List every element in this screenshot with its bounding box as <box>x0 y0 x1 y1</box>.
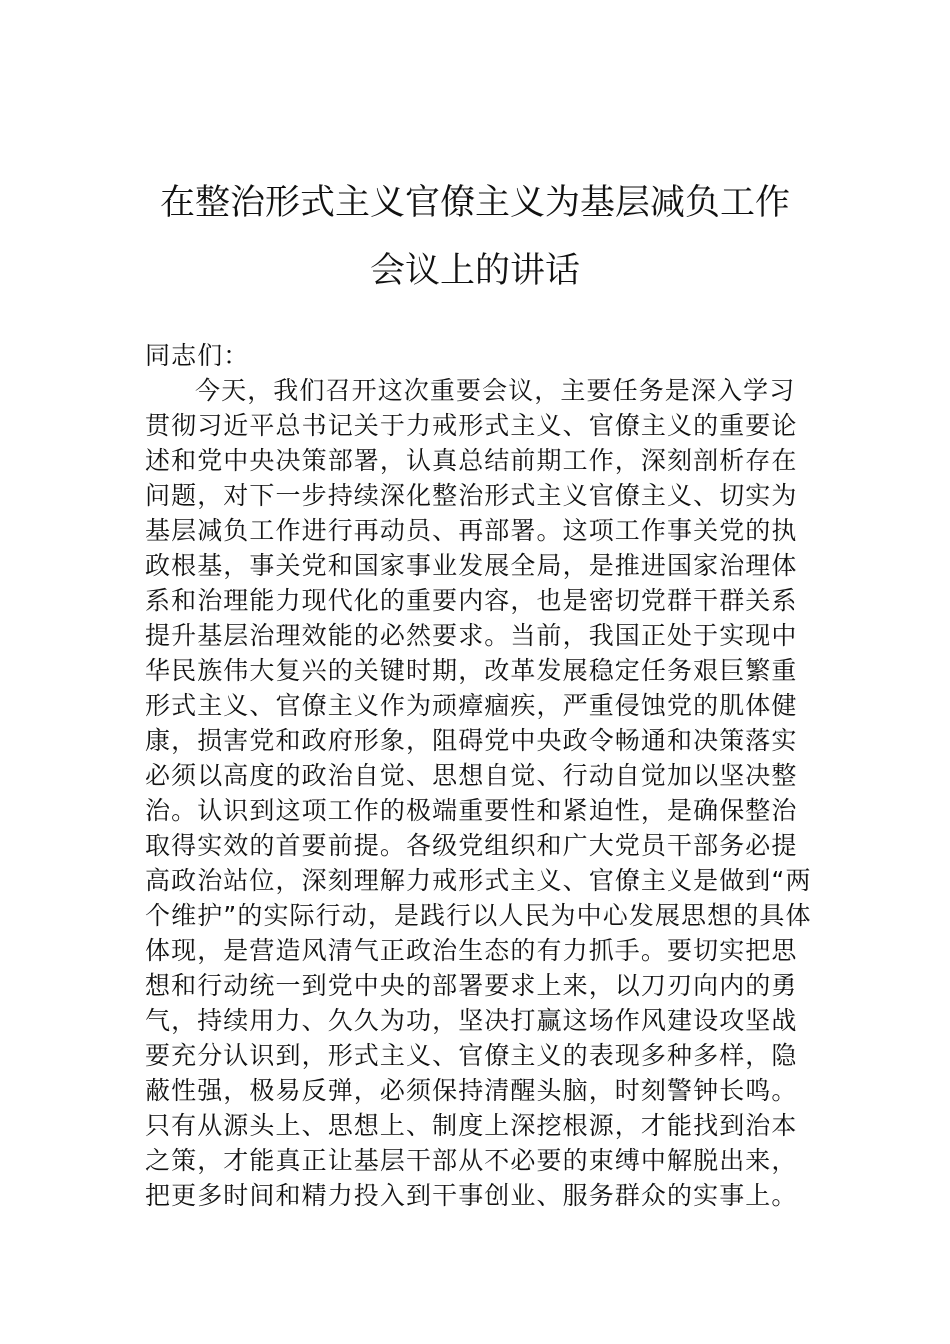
paragraph-line: 必须以高度的政治自觉、思想自觉、行动自觉加以坚决整 <box>145 761 798 790</box>
paragraph-line: 取得实效的首要前提。各级党组织和广大党员干部务必提 <box>145 831 798 860</box>
paragraph-line: 蔽性强，极易反弹，必须保持清醒头脑，时刻警钟长鸣。 <box>145 1076 798 1105</box>
paragraph-line: 政根基，事关党和国家事业发展全局，是推进国家治理体 <box>145 551 798 580</box>
salutation: 同志们： <box>145 341 250 370</box>
paragraph-line: 要充分认识到，形式主义、官僚主义的表现多种多样，隐 <box>145 1041 798 1070</box>
paragraph-line: 华民族伟大复兴的关键时期，改革发展稳定任务艰巨繁重 <box>145 656 798 685</box>
paragraph-line: 述和党中央决策部署，认真总结前期工作，深刻剖析存在 <box>145 446 798 475</box>
paragraph-line: 提升基层治理效能的必然要求。当前，我国正处于实现中 <box>145 621 798 650</box>
paragraph-line: 只有从源头上、思想上、制度上深挖根源，才能找到治本 <box>145 1111 798 1140</box>
paragraph-line: 基层减负工作进行再动员、再部署。这项工作事关党的执 <box>145 516 798 545</box>
document-title-line-2: 会议上的讲话 <box>369 251 580 291</box>
paragraph-line: 想和行动统一到党中央的部署要求上来，以刀刃向内的勇 <box>145 971 798 1000</box>
paragraph-line: 形式主义、官僚主义作为顽瘴痼疾，严重侵蚀党的肌体健 <box>145 691 798 720</box>
paragraph-line: 今天，我们召开这次重要会议，主要任务是深入学习 <box>195 376 796 405</box>
paragraph-line: 系和治理能力现代化的重要内容，也是密切党群干群关系 <box>145 586 798 615</box>
paragraph-line: 高政治站位，深刻理解力戒形式主义、官僚主义是做到“两 <box>145 866 812 895</box>
paragraph-line: 治。认识到这项工作的极端重要性和紧迫性，是确保整治 <box>145 796 798 825</box>
paragraph-line: 气，持续用力、久久为功，坚决打赢这场作风建设攻坚战 <box>145 1006 798 1035</box>
paragraph-line: 个维护”的实际行动，是践行以人民为中心发展思想的具体 <box>145 901 812 930</box>
document-title-line-1: 在整治形式主义官僚主义为基层减负工作 <box>159 183 790 223</box>
paragraph-line: 康，损害党和政府形象，阻碍党中央政令畅通和决策落实 <box>145 726 798 755</box>
paragraph-line: 贯彻习近平总书记关于力戒形式主义、官僚主义的重要论 <box>145 411 798 440</box>
paragraph-line: 问题，对下一步持续深化整治形式主义官僚主义、切实为 <box>145 481 798 510</box>
paragraph-line: 体现，是营造风清气正政治生态的有力抓手。要切实把思 <box>145 936 798 965</box>
paragraph-line: 把更多时间和精力投入到干事创业、服务群众的实事上。 <box>145 1181 798 1210</box>
paragraph-line: 之策，才能真正让基层干部从不必要的束缚中解脱出来， <box>145 1146 798 1175</box>
